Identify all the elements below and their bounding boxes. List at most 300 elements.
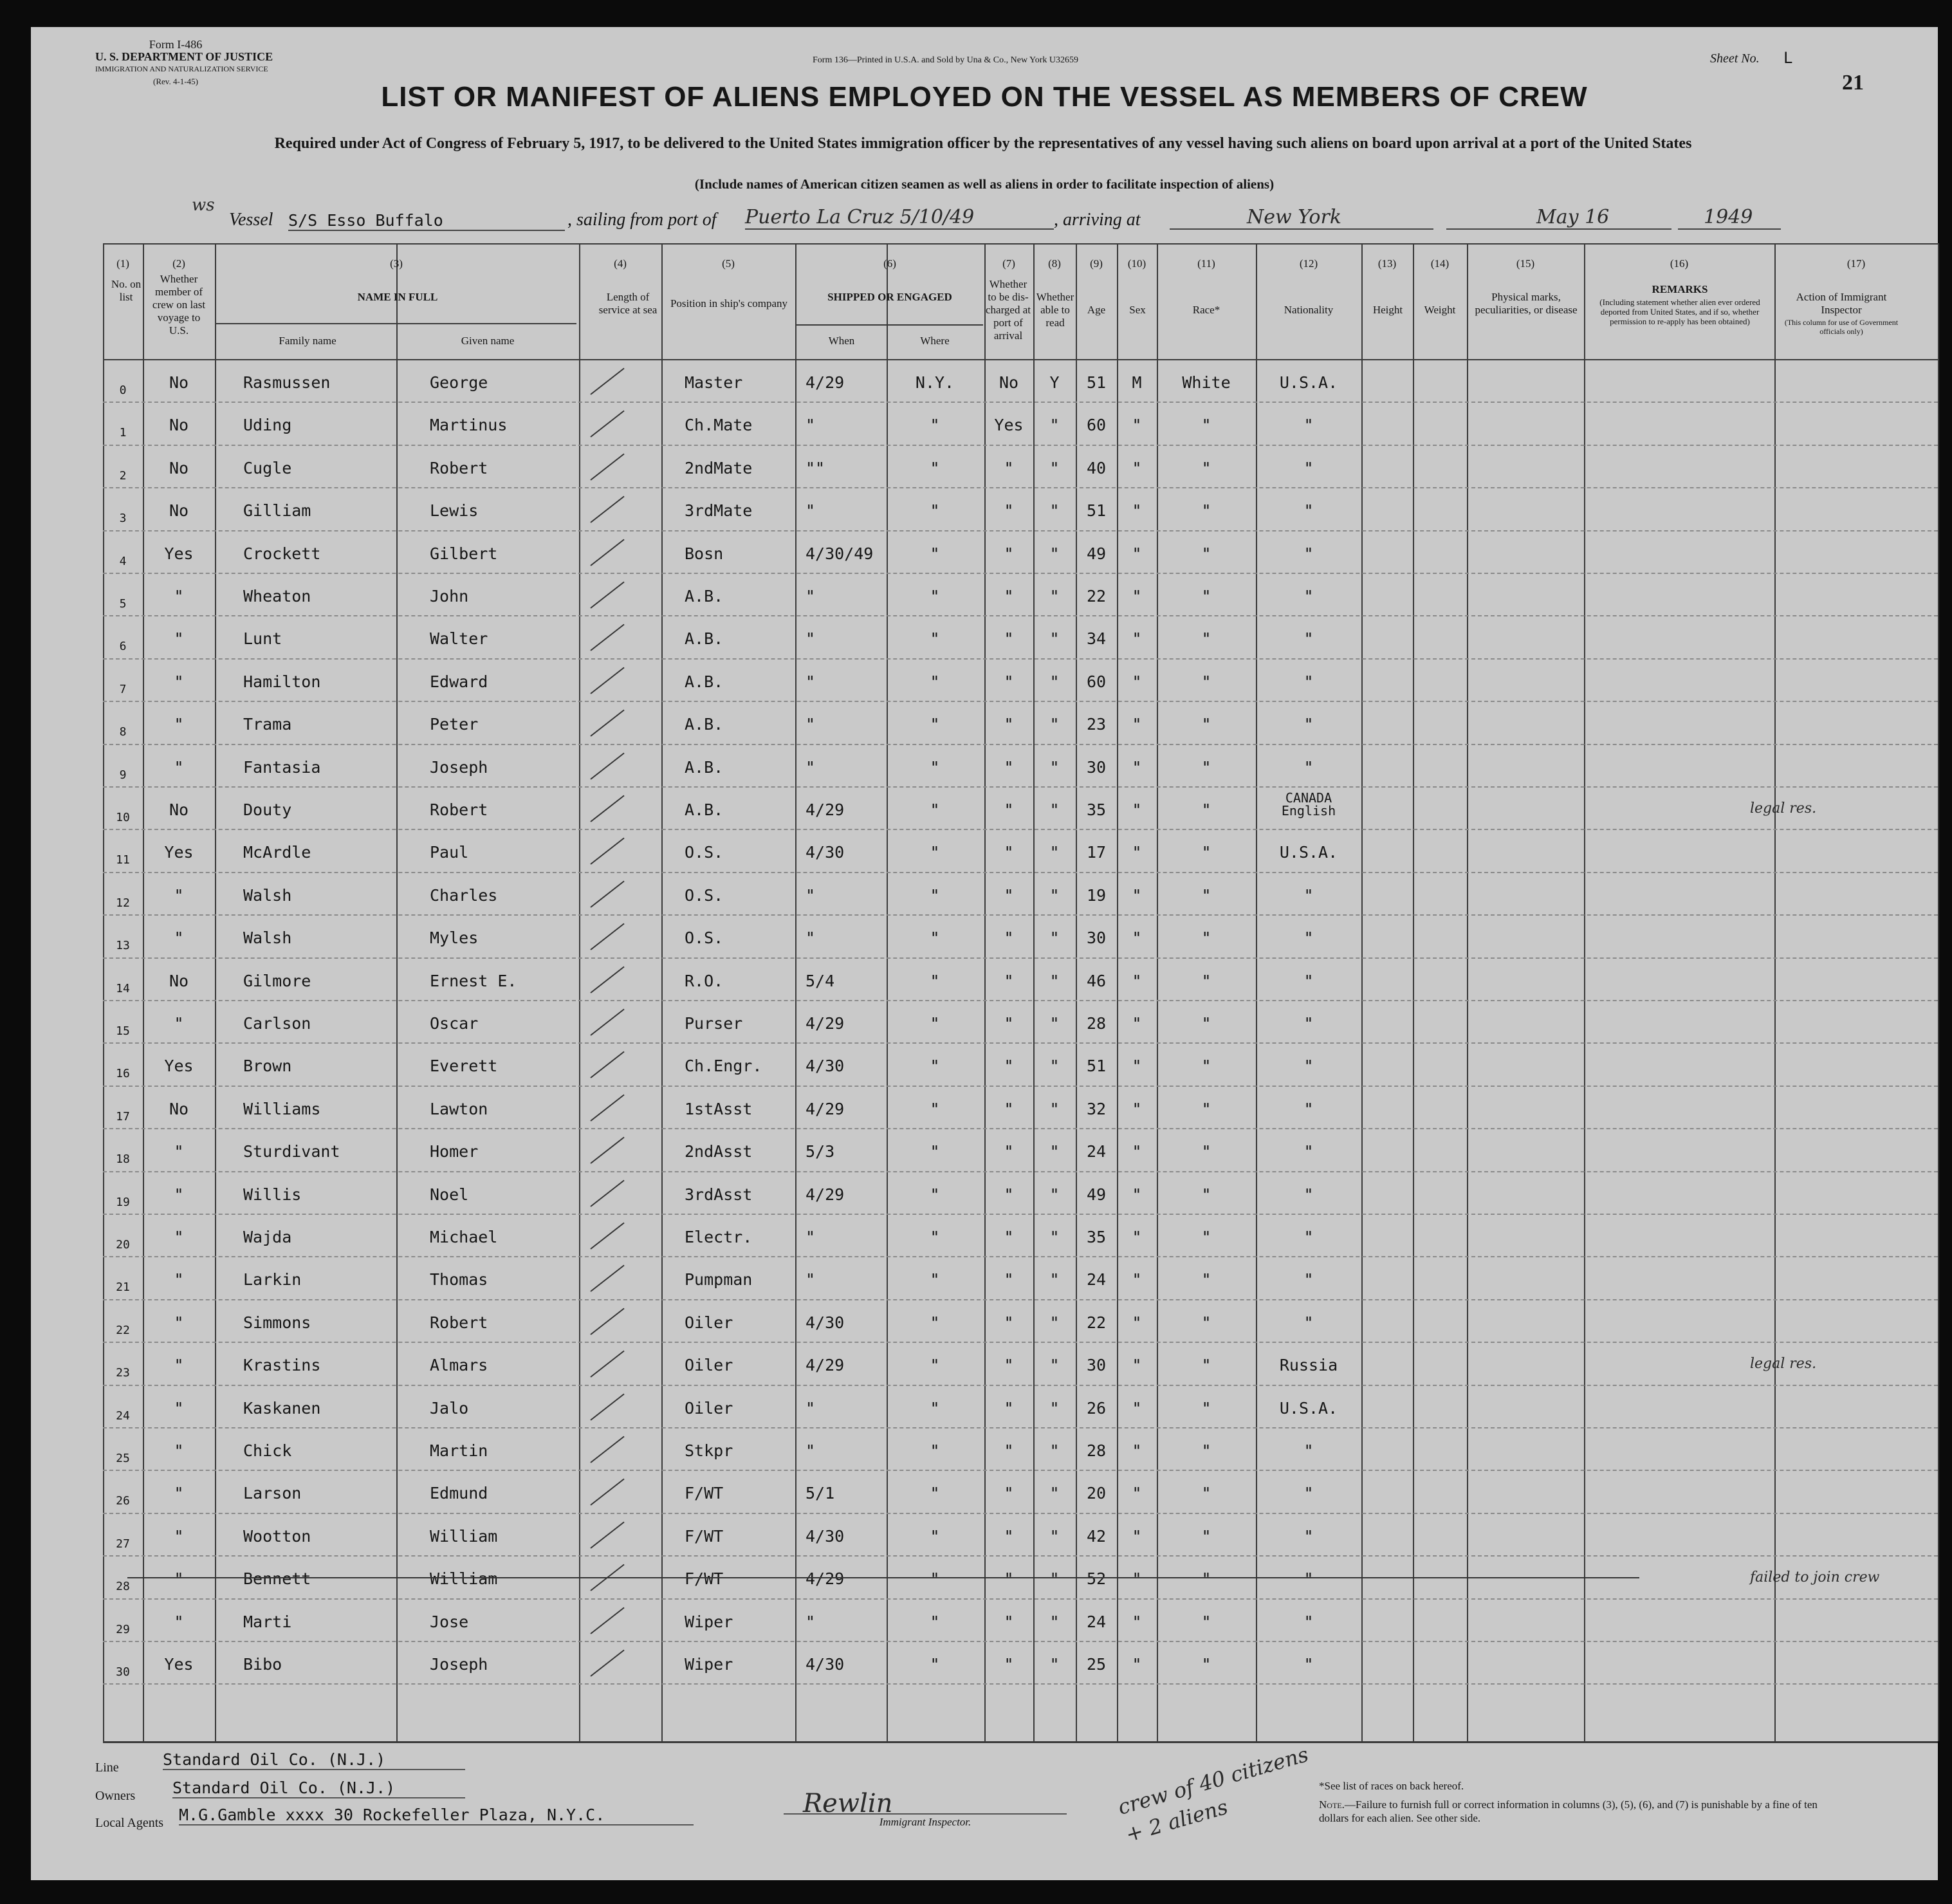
cell-given: Thomas <box>430 1270 488 1289</box>
row-number: 21 <box>116 1280 130 1294</box>
col-header-remarks: REMARKS <box>1652 283 1708 295</box>
cell-sex: " <box>1132 1270 1142 1289</box>
cell-discharged: " <box>1004 501 1014 520</box>
cell-sex: " <box>1132 886 1142 905</box>
cell-race: " <box>1201 1100 1211 1118</box>
cell-nationality: " <box>1303 1014 1314 1033</box>
cell-read: " <box>1049 929 1060 947</box>
cell-age: 17 <box>1086 843 1107 862</box>
cell-when: " <box>806 929 816 947</box>
cell-when: 4/29 <box>806 373 845 392</box>
table-column-border <box>143 243 144 1741</box>
row-number: 18 <box>116 1152 130 1166</box>
cell-position: A.B. <box>685 629 724 648</box>
row-divider <box>103 1641 1938 1642</box>
cell-given: Noel <box>430 1185 469 1204</box>
inspector-label: Immigrant Inspector. <box>784 1813 1067 1829</box>
cell-where: " <box>930 843 940 862</box>
cell-age: 22 <box>1086 587 1107 605</box>
cell-family: Trama <box>243 715 292 734</box>
cell-read: " <box>1049 758 1060 777</box>
cell-where: " <box>930 1569 940 1588</box>
cell-position: Oiler <box>685 1313 733 1332</box>
column-number: (7) <box>1002 257 1015 270</box>
cell-nationality: " <box>1303 1613 1314 1631</box>
arrival-date: May 16 <box>1446 206 1671 230</box>
service-check-mark <box>590 966 624 994</box>
cell-where: " <box>930 1228 940 1246</box>
cell-discharged: " <box>1004 672 1014 691</box>
cell-when: " <box>806 1270 816 1289</box>
cell-discharged: " <box>1004 715 1014 734</box>
cell-where: " <box>930 1057 940 1075</box>
cell-age: 22 <box>1086 1313 1107 1332</box>
cell-when: " <box>806 501 816 520</box>
page-title: LIST OR MANIFEST OF ALIENS EMPLOYED ON THE VESSEL AS MEMBERS OF CREW <box>381 81 1588 113</box>
row-divider <box>103 786 1938 788</box>
cell-race: " <box>1201 800 1211 819</box>
cell-family: Walsh <box>243 886 292 905</box>
cell-family: Willis <box>243 1185 302 1204</box>
col-header-position: Position in ship's company <box>670 297 788 310</box>
cell-when: " <box>806 416 816 434</box>
cell-member: No <box>169 416 189 434</box>
line-label: Line <box>95 1761 119 1775</box>
cell-position: 2ndAsst <box>685 1142 753 1161</box>
cell-when: 4/29 <box>806 1569 845 1588</box>
cell-where: " <box>930 672 940 691</box>
row-divider <box>103 1086 1938 1087</box>
row-divider <box>103 701 1938 702</box>
cell-family: Larson <box>243 1484 302 1502</box>
table-column-border <box>1033 243 1035 1741</box>
row-number: 27 <box>116 1537 130 1551</box>
shipped-subheader-line <box>796 324 983 326</box>
row-divider <box>103 1214 1938 1215</box>
cell-given: Robert <box>430 1313 488 1332</box>
cell-sex: " <box>1132 843 1142 862</box>
row-divider <box>103 445 1938 446</box>
table-column-border <box>396 243 398 1741</box>
cell-read: " <box>1049 843 1060 862</box>
cell-age: 42 <box>1086 1527 1107 1546</box>
row-number: 7 <box>119 683 127 696</box>
cell-sex: " <box>1132 929 1142 947</box>
row-divider <box>103 914 1938 916</box>
cell-read: " <box>1049 972 1060 990</box>
col-header-family: Family name <box>279 335 336 347</box>
cell-given: Ernest E. <box>430 972 517 990</box>
cell-sex: " <box>1132 544 1142 563</box>
cell-given: William <box>430 1527 498 1546</box>
cell-sex: " <box>1132 758 1142 777</box>
cell-read: " <box>1049 416 1060 434</box>
cell-family: Wootton <box>243 1527 311 1546</box>
cell-family: Marti <box>243 1613 292 1631</box>
cell-sex: " <box>1132 1313 1142 1332</box>
cell-member: " <box>174 1613 184 1631</box>
cell-given: Lawton <box>430 1100 488 1118</box>
cell-age: 24 <box>1086 1613 1107 1631</box>
cell-discharged: Yes <box>994 416 1024 434</box>
cell-sex: " <box>1132 715 1142 734</box>
service-check-mark <box>590 1479 624 1506</box>
cell-position: Oiler <box>685 1399 733 1418</box>
cell-position: F/WT <box>685 1527 724 1546</box>
column-number: (11) <box>1197 257 1215 270</box>
cell-race: " <box>1201 715 1211 734</box>
cell-position: Pumpman <box>685 1270 753 1289</box>
cell-nationality: " <box>1303 1484 1314 1502</box>
column-number: (5) <box>722 257 735 270</box>
cell-discharged: " <box>1004 1613 1014 1631</box>
cell-nationality: " <box>1303 1270 1314 1289</box>
cell-discharged: " <box>1004 629 1014 648</box>
cell-when: 4/29 <box>806 1185 845 1204</box>
cell-member: " <box>174 1270 184 1289</box>
row-number: 10 <box>116 811 130 824</box>
cell-member: " <box>174 1569 184 1588</box>
cell-when: " <box>806 758 816 777</box>
cell-action: legal res. <box>1750 800 1817 817</box>
cell-age: 40 <box>1086 459 1107 477</box>
cell-when: " <box>806 587 816 605</box>
table-column-border <box>1938 243 1939 1741</box>
column-number: (15) <box>1516 257 1535 270</box>
cell-sex: " <box>1132 1527 1142 1546</box>
cell-read: " <box>1049 800 1060 819</box>
cell-when: 5/3 <box>806 1142 835 1161</box>
row-divider <box>103 530 1938 531</box>
cell-discharged: " <box>1004 587 1014 605</box>
cell-where: " <box>930 587 940 605</box>
cell-when: " <box>806 672 816 691</box>
column-number: (3) <box>390 257 403 270</box>
cell-given: Robert <box>430 800 488 819</box>
col-header-physical: Physical marks, peculiarities, or disease <box>1475 291 1578 316</box>
cell-sex: " <box>1132 1356 1142 1374</box>
cell-read: " <box>1049 1527 1060 1546</box>
cell-read: " <box>1049 1100 1060 1118</box>
cell-race: " <box>1201 1057 1211 1075</box>
cell-family: Bibo <box>243 1655 282 1674</box>
cell-member: Yes <box>164 843 194 862</box>
cell-age: 24 <box>1086 1270 1107 1289</box>
cell-where: " <box>930 459 940 477</box>
cell-where: " <box>930 629 940 648</box>
cell-nationality: " <box>1303 758 1314 777</box>
cell-age: 49 <box>1086 1185 1107 1204</box>
service-check-mark <box>590 1051 624 1078</box>
cell-sex: " <box>1132 1185 1142 1204</box>
cell-when: 5/4 <box>806 972 835 990</box>
cell-sex: " <box>1132 800 1142 819</box>
cell-age: 23 <box>1086 715 1107 734</box>
col-header-when: When <box>828 335 855 347</box>
cell-read: " <box>1049 672 1060 691</box>
cell-given: Joseph <box>430 1655 488 1674</box>
vessel-name: S/S Esso Buffalo <box>288 211 565 231</box>
cell-age: 19 <box>1086 886 1107 905</box>
cell-sex: " <box>1132 1142 1142 1161</box>
cell-read: " <box>1049 587 1060 605</box>
cell-sex: " <box>1132 459 1142 477</box>
column-number: (12) <box>1299 257 1318 270</box>
cell-position: 3rdMate <box>685 501 753 520</box>
service-check-mark <box>590 454 624 481</box>
cell-race: " <box>1201 459 1211 477</box>
column-number: (13) <box>1377 257 1397 270</box>
cell-when: " <box>806 1441 816 1460</box>
service-name: IMMIGRATION AND NATURALIZATION SERVICE <box>95 64 268 73</box>
cell-discharged: " <box>1004 972 1014 990</box>
cell-discharged: " <box>1004 1313 1014 1332</box>
cell-position: A.B. <box>685 800 724 819</box>
include-note: (Include names of American citizen seamen as well as aliens in order to facilitate inspection of aliens) <box>694 176 1275 192</box>
cell-age: 24 <box>1086 1142 1107 1161</box>
cell-read: " <box>1049 1399 1060 1418</box>
cell-member: " <box>174 1014 184 1033</box>
col-header-where: Where <box>920 335 950 347</box>
table-column-border <box>795 243 796 1741</box>
cell-discharged: " <box>1004 1057 1014 1075</box>
row-divider <box>103 957 1938 959</box>
page-stamp: 21 <box>1842 71 1864 95</box>
sheet-value: L <box>1783 49 1793 67</box>
service-check-mark <box>590 1436 624 1463</box>
cell-discharged: " <box>1004 1441 1014 1460</box>
cell-nationality: " <box>1303 544 1314 563</box>
cell-race: " <box>1201 1484 1211 1502</box>
service-check-mark <box>590 496 624 523</box>
arriving-port: New York <box>1170 206 1433 230</box>
cell-when: 5/1 <box>806 1484 835 1502</box>
col-header-length: Length of service at sea <box>598 291 658 316</box>
cell-age: 46 <box>1086 972 1107 990</box>
cell-race: " <box>1201 1527 1211 1546</box>
cell-position: F/WT <box>685 1484 724 1502</box>
service-check-mark <box>590 881 624 908</box>
service-check-mark <box>590 1522 624 1549</box>
cell-member: " <box>174 929 184 947</box>
cell-family: Gilliam <box>243 501 311 520</box>
cell-age: 32 <box>1086 1100 1107 1118</box>
cell-age: 51 <box>1086 501 1107 520</box>
cell-nationality: " <box>1303 1228 1314 1246</box>
cell-when: " <box>806 629 816 648</box>
cell-given: William <box>430 1569 498 1588</box>
cell-read: " <box>1049 1569 1060 1588</box>
cell-family: Carlson <box>243 1014 311 1033</box>
table-column-border <box>887 243 888 1741</box>
column-number: (16) <box>1670 257 1689 270</box>
cell-member: No <box>169 373 189 392</box>
cell-race: " <box>1201 886 1211 905</box>
cell-sex: " <box>1132 629 1142 648</box>
cell-member: No <box>169 459 189 477</box>
col-header-shipped: SHIPPED OR ENGAGED <box>827 291 952 303</box>
cell-discharged: " <box>1004 1185 1014 1204</box>
cell-where: " <box>930 1613 940 1631</box>
cell-discharged: " <box>1004 1399 1014 1418</box>
cell-age: 25 <box>1086 1655 1107 1674</box>
cell-given: Martinus <box>430 416 508 434</box>
cell-nationality: " <box>1303 1100 1314 1118</box>
table-column-border <box>103 243 104 1741</box>
row-number: 17 <box>116 1110 130 1123</box>
cell-position: A.B. <box>685 715 724 734</box>
cell-given: Jose <box>430 1613 469 1631</box>
cell-action: legal res. <box>1750 1356 1817 1372</box>
service-check-mark <box>590 923 624 950</box>
cell-nationality: Russia <box>1279 1356 1338 1374</box>
cell-race: " <box>1201 758 1211 777</box>
column-number: (17) <box>1846 257 1866 270</box>
cell-where: " <box>930 1142 940 1161</box>
cell-nationality: U.S.A. <box>1279 843 1338 862</box>
cell-family: Sturdivant <box>243 1142 340 1161</box>
cell-nationality: " <box>1303 1142 1314 1161</box>
service-check-mark <box>590 539 624 566</box>
owners-label: Owners <box>95 1789 136 1803</box>
cell-age: 26 <box>1086 1399 1107 1418</box>
table-column-border <box>661 243 663 1741</box>
cell-read: " <box>1049 1270 1060 1289</box>
cell-member: " <box>174 886 184 905</box>
service-check-mark <box>590 1137 624 1164</box>
row-divider <box>103 829 1938 830</box>
cell-read: " <box>1049 459 1060 477</box>
table-column-border <box>1584 243 1585 1741</box>
service-check-mark <box>590 1009 624 1036</box>
column-number: (14) <box>1430 257 1450 270</box>
cell-given: Robert <box>430 459 488 477</box>
cell-given: John <box>430 587 469 605</box>
cell-when: 4/29 <box>806 1014 845 1033</box>
row-number: 6 <box>119 640 127 653</box>
cell-family: Kaskanen <box>243 1399 321 1418</box>
cell-read: " <box>1049 1057 1060 1075</box>
row-number: 24 <box>116 1409 130 1423</box>
cell-sex: " <box>1132 672 1142 691</box>
cell-when: "" <box>806 459 825 477</box>
cell-read: " <box>1049 1484 1060 1502</box>
cell-position: O.S. <box>685 843 724 862</box>
cell-read: " <box>1049 1613 1060 1631</box>
cell-read: " <box>1049 1313 1060 1332</box>
cell-where: " <box>930 1484 940 1502</box>
cell-sex: " <box>1132 1399 1142 1418</box>
cell-when: 4/29 <box>806 1356 845 1374</box>
col-header-action: Action of Immigrant Inspector <box>1796 291 1887 316</box>
cell-discharged: " <box>1004 758 1014 777</box>
row-number: 2 <box>119 469 127 483</box>
cell-when: 4/29 <box>806 1100 845 1118</box>
cell-age: 51 <box>1086 1057 1107 1075</box>
cell-given: Myles <box>430 929 479 947</box>
row-number: 25 <box>116 1452 130 1465</box>
cell-sex: " <box>1132 1100 1142 1118</box>
cell-race: " <box>1201 1014 1211 1033</box>
cell-family: Wheaton <box>243 587 311 605</box>
cell-given: Edmund <box>430 1484 488 1502</box>
col-header-no: No. on list <box>111 278 142 303</box>
cell-race: " <box>1201 501 1211 520</box>
cell-where: N.Y. <box>915 373 955 392</box>
row-number: 15 <box>116 1024 130 1038</box>
cell-member: No <box>169 972 189 990</box>
cell-where: " <box>930 1655 940 1674</box>
cell-race: " <box>1201 972 1211 990</box>
service-check-mark <box>590 1650 624 1677</box>
cell-age: 34 <box>1086 629 1107 648</box>
cell-given: Edward <box>430 672 488 691</box>
cell-read: " <box>1049 1014 1060 1033</box>
cell-discharged: " <box>1004 843 1014 862</box>
cell-where: " <box>930 1014 940 1033</box>
cell-nationality: " <box>1303 629 1314 648</box>
cell-discharged: " <box>1004 800 1014 819</box>
cell-discharged: " <box>1004 1569 1014 1588</box>
row-divider <box>103 744 1938 745</box>
row-divider <box>103 1342 1938 1343</box>
cell-given: Lewis <box>430 501 479 520</box>
cell-sex: " <box>1132 416 1142 434</box>
cell-nationality: " <box>1303 715 1314 734</box>
cell-given: George <box>430 373 488 392</box>
cell-sex: " <box>1132 1613 1142 1631</box>
row-divider <box>103 1000 1938 1001</box>
manifest-sheet <box>31 27 1938 1880</box>
cell-race: " <box>1201 1142 1211 1161</box>
cell-read: " <box>1049 1228 1060 1246</box>
cell-member: " <box>174 1441 184 1460</box>
cell-discharged: " <box>1004 886 1014 905</box>
row-divider <box>103 1470 1938 1471</box>
cell-discharged: " <box>1004 1142 1014 1161</box>
service-check-mark <box>590 1223 624 1250</box>
cell-position: Wiper <box>685 1655 733 1674</box>
cell-age: 35 <box>1086 800 1107 819</box>
cell-sex: M <box>1132 373 1142 392</box>
cell-position: A.B. <box>685 758 724 777</box>
cell-position: Stkpr <box>685 1441 733 1460</box>
cell-race: " <box>1201 1399 1211 1418</box>
cell-where: " <box>930 800 940 819</box>
cell-when: 4/30 <box>806 1313 845 1332</box>
row-number: 26 <box>116 1494 130 1508</box>
cell-sex: " <box>1132 1441 1142 1460</box>
cell-discharged: " <box>1004 1356 1014 1374</box>
requirement-text: Required under Act of Congress of February 5, 1917, to be delivered to the United States immigration officer by the representatives of any vessel having such aliens on board upon arrival at a port of the United States <box>274 135 1692 152</box>
cell-nationality: U.S.A. <box>1279 373 1338 392</box>
cell-family: Brown <box>243 1057 292 1075</box>
cell-where: " <box>930 1399 940 1418</box>
cell-family: Walsh <box>243 929 292 947</box>
cell-when: " <box>806 1399 816 1418</box>
cell-member: " <box>174 1142 184 1161</box>
cell-nationality: " <box>1303 1441 1314 1460</box>
cell-race: " <box>1201 1655 1211 1674</box>
cell-member: " <box>174 629 184 648</box>
cell-discharged: " <box>1004 1014 1014 1033</box>
cell-when: " <box>806 715 816 734</box>
table-column-border <box>215 243 216 1741</box>
row-number: 30 <box>116 1665 130 1679</box>
cell-discharged: " <box>1004 459 1014 477</box>
row-divider <box>103 487 1938 488</box>
cell-position: O.S. <box>685 929 724 947</box>
